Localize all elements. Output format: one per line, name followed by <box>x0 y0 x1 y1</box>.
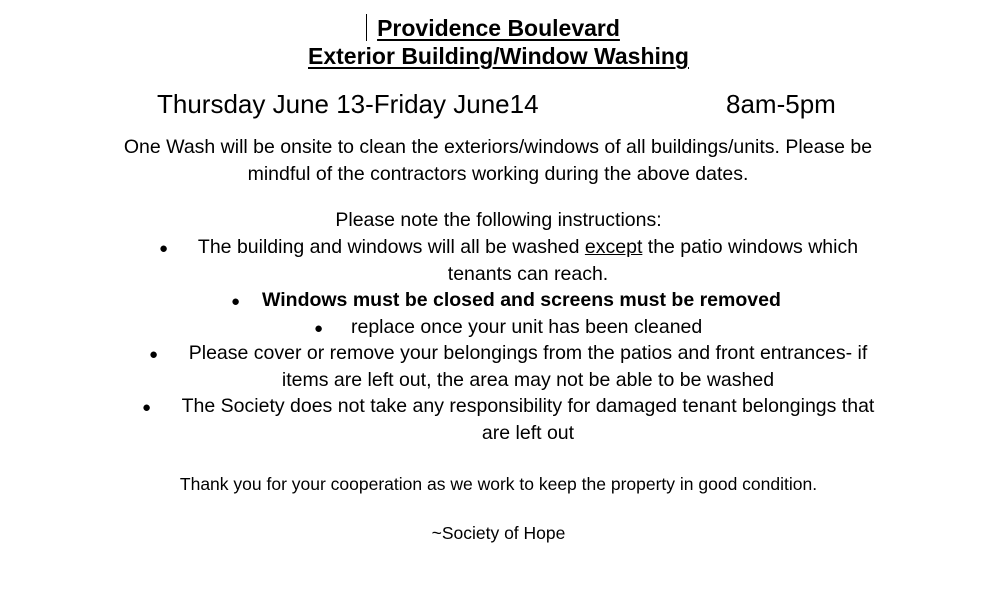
bullet-dot: ● <box>159 240 169 257</box>
bullet-text-part: the patio windows which <box>642 236 859 258</box>
bullet-line: are left out <box>481 422 575 444</box>
bullet-line: tenants can reach. <box>447 263 609 285</box>
bullet-line: The Society does not take any responsibility for damaged tenant belongings that <box>181 395 875 417</box>
thank-you-text: Thank you for your cooperation as we work to keep the property in good condition. <box>179 474 818 494</box>
list-item <box>0 393 1003 447</box>
list-item <box>0 234 1003 288</box>
bullet-dot: ● <box>231 293 241 310</box>
bullet-text <box>170 340 886 394</box>
bullet-line: Please cover or remove your belongings from the patios and front entrances- if <box>188 342 868 364</box>
bullet-text: Windows must be closed and screens must be removed <box>262 289 781 311</box>
underlined-word: except <box>584 236 643 258</box>
list-item <box>0 340 1003 394</box>
date-days: Thursday June 13-Friday June14 <box>157 89 539 119</box>
intro-line-2: mindful of the contractors working during the above dates. <box>247 163 749 185</box>
bullet-line <box>180 234 876 261</box>
date-hours: 8am-5pm <box>726 89 836 119</box>
bullet-text <box>180 234 876 288</box>
bullet-text-part: The building and windows will all be washed <box>197 236 585 258</box>
signature: ~Society of Hope <box>431 523 566 543</box>
list-item <box>0 287 1003 314</box>
note-heading: Please note the following instructions: <box>335 209 662 231</box>
bullet-text: replace once your unit has been cleaned <box>351 316 703 338</box>
bullet-dot: ● <box>149 346 159 363</box>
bullet-dot: ● <box>142 399 152 416</box>
title-line-1: Providence Boulevard <box>377 15 620 41</box>
list-item <box>0 314 1003 341</box>
bullet-text <box>163 393 893 447</box>
bullet-line: items are left out, the area may not be able to be washed <box>281 369 775 391</box>
bullet-dot: ● <box>314 320 324 337</box>
intro-line-1: One Wash will be onsite to clean the exteriors/windows of all buildings/units. Please be <box>123 136 873 158</box>
title-line-2: Exterior Building/Window Washing <box>308 43 689 69</box>
intro-paragraph <box>100 134 896 188</box>
